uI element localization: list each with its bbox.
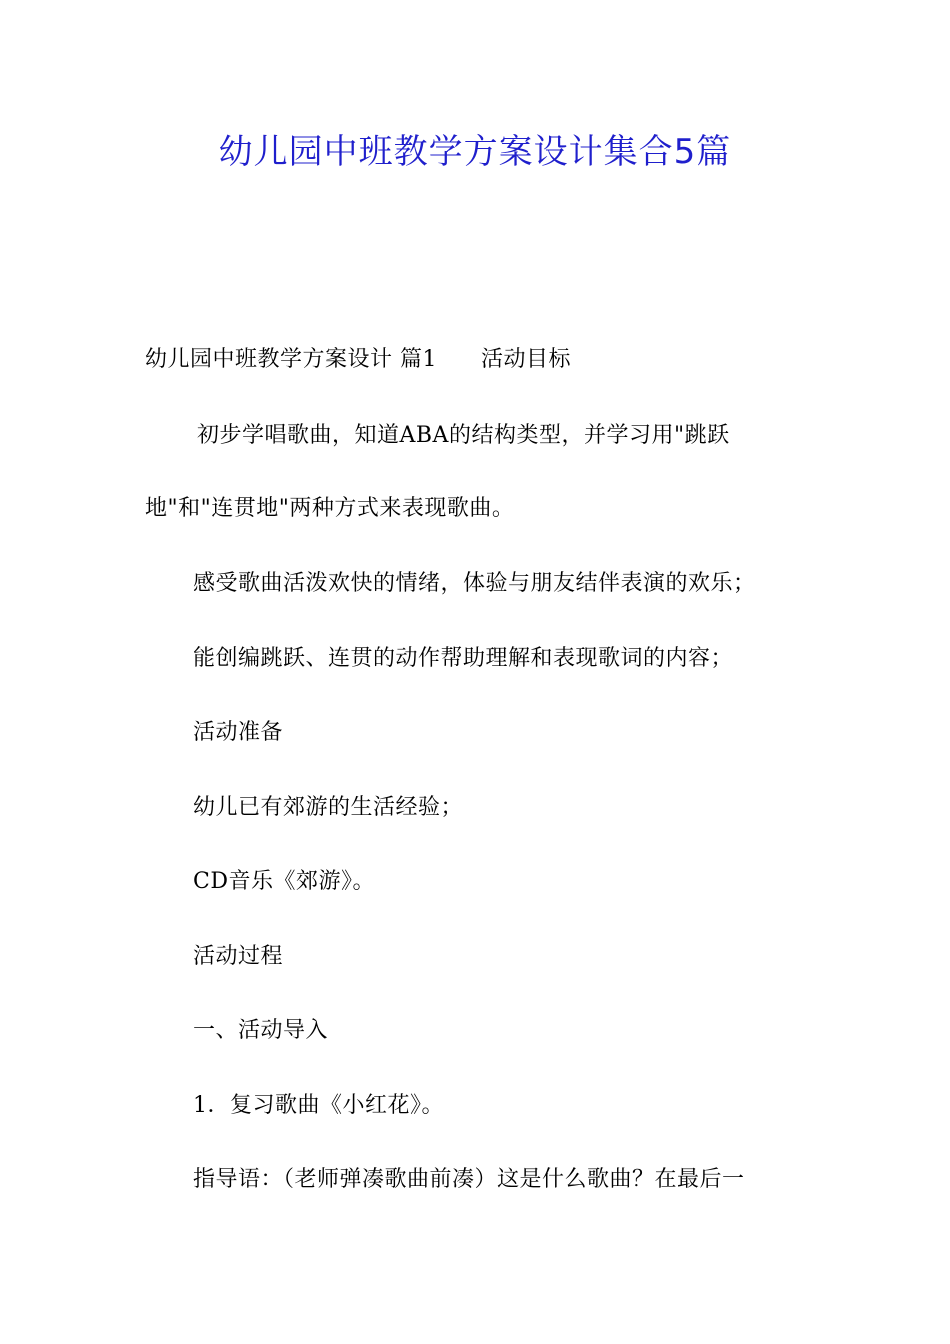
- section-heading: [145, 344, 571, 376]
- paragraph-line: 活动过程: [193, 944, 284, 969]
- paragraph-line: 1．复习歌曲《小红花》。: [193, 1093, 444, 1118]
- section-heading-title: 幼儿园中班教学方案设计 篇1: [145, 347, 437, 372]
- paragraph-line: 指导语：（老师弹凑歌曲前凑）这是什么歌曲？在最后一: [193, 1167, 745, 1192]
- paragraph-line: 地"和"连贯地"两种方式来表现歌曲。: [145, 496, 515, 521]
- paragraph-line: 初步学唱歌曲，知道ABA的结构类型，并学习用"跳跃: [197, 423, 730, 448]
- paragraph-line: 一、活动导入: [193, 1018, 329, 1043]
- paragraph-line: 幼儿已有郊游的生活经验；: [193, 795, 464, 820]
- paragraph-line: CD音乐《郊游》。: [193, 869, 375, 894]
- paragraph-line: 感受歌曲活泼欢快的情绪，体验与朋友结伴表演的欢乐；: [193, 571, 756, 596]
- document-title: 幼儿园中班教学方案设计集合5篇: [218, 132, 732, 172]
- section-heading-subtitle: 活动目标: [481, 347, 572, 372]
- paragraph-line: 活动准备: [193, 720, 284, 745]
- paragraph-line: 能创编跳跃、连贯的动作帮助理解和表现歌词的内容；: [193, 646, 734, 671]
